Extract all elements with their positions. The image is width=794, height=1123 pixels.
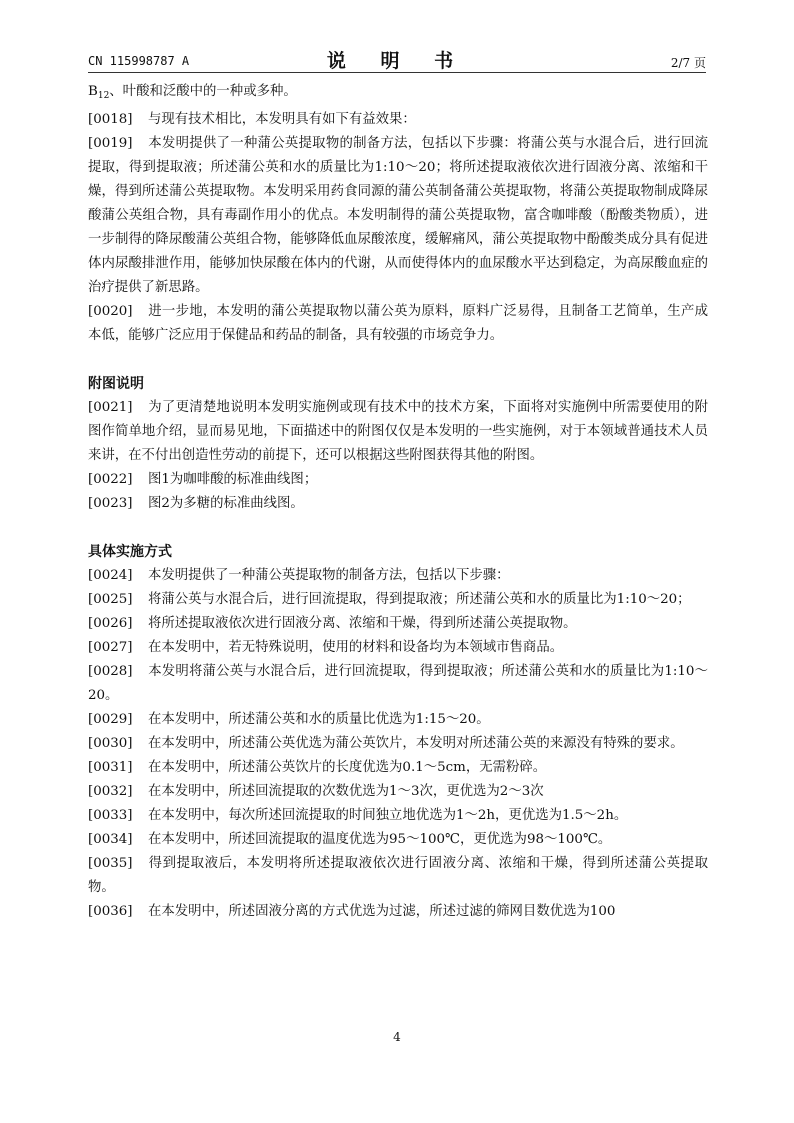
paragraph-number: [0032] [88, 784, 133, 799]
continuation-line: $B_{12}$、叶酸和泛酸中的一种或多种。 [88, 84, 297, 101]
paragraph-text: 本发明提供了一种蒲公英提取物的制备方法，包括以下步骤：将蒲公英与水混合后，进行回流提取，得到提取液；所述蒲公英和水的质量比为1:10～20；将所述提取液依次进行固液分离、浓缩和干燥，得到所述蒲公英提取物。本发明采用药食同源的蒲公英制备蒲公英提取物，将蒲公英提取物制成降尿酸蒲公英组合物，具有毒副作用小的优点。本发明制得的蒲公英提取物，富含咖啡酸（酚酸类物质），进一步制得的降尿酸蒲公英组合物，能够降低血尿酸浓度，缓解痛风，蒲公英提取物中酚酸类成分具有促进体内尿酸排泄作用，能够加快尿酸在体内的代谢，从而使得体内的血尿酸水平达到稳定，为高尿酸血症的治疗提供了新思路。 [88, 136, 708, 295]
paragraph-text: 本发明将蒲公英与水混合后，进行回流提取，得到提取液；所述蒲公英和水的质量比为1:10～20。 [88, 664, 708, 703]
paragraph-text: 在本发明中，所述回流提取的温度优选为95～100℃，更优选为98～100℃。 [148, 832, 612, 847]
page-header [88, 44, 706, 73]
paragraph-text: 图1为咖啡酸的标准曲线图； [148, 472, 318, 487]
section-title-figures: 附图说明 [88, 376, 144, 392]
paragraph-number: [0022] [88, 472, 133, 487]
document-body [88, 80, 708, 924]
paragraph-text: 在本发明中，所述蒲公英和水的质量比优选为1:15～20。 [148, 712, 490, 727]
paragraph-text: 在本发明中，若无特殊说明，使用的材料和设备均为本领域市售商品。 [148, 640, 564, 655]
paragraph [88, 492, 708, 516]
paragraph-number: [0033] [88, 808, 133, 823]
paragraph-number: [0031] [88, 760, 133, 775]
paragraph [88, 564, 708, 588]
paragraph [88, 828, 708, 852]
paragraph-number: [0036] [88, 904, 133, 919]
publication-number: CN 115998787 A [88, 54, 190, 68]
section-title-embodiments: 具体实施方式 [88, 544, 172, 560]
paragraph-number: [0023] [88, 496, 133, 511]
paragraph-number: [0021] [88, 400, 133, 415]
paragraph-number: [0024] [88, 568, 133, 583]
paragraph-number: [0035] [88, 856, 133, 871]
paragraph-number: [0025] [88, 592, 133, 607]
paragraph [88, 300, 708, 348]
paragraph-text: 进一步地，本发明的蒲公英提取物以蒲公英为原料，原料广泛易得，且制备工艺简单，生产成本低，能够广泛应用于保健品和药品的制备，具有较强的市场竞争力。 [88, 304, 708, 343]
paragraph-text: 与现有技术相比，本发明具有如下有益效果： [148, 112, 416, 127]
paragraph-number: [0020] [88, 304, 133, 319]
document-title: 说 明 书 [326, 50, 468, 72]
paragraph-text: 将蒲公英与水混合后，进行回流提取，得到提取液；所述蒲公英和水的质量比为1:10～20； [148, 592, 691, 607]
paragraph-text: 在本发明中，所述回流提取的次数优选为1～3次，更优选为2～3次 [148, 784, 544, 799]
paragraph [88, 108, 708, 132]
paragraph-group-embodiments [88, 564, 708, 924]
paragraph-number: [0030] [88, 736, 133, 751]
paragraph-text: 在本发明中，每次所述回流提取的时间独立地优选为1～2h，更优选为1.5～2h。 [148, 808, 628, 823]
paragraph-text: 图2为多糖的标准曲线图。 [148, 496, 304, 511]
paragraph [88, 468, 708, 492]
paragraph-number: [0019] [88, 136, 133, 151]
paragraph-group-effects [88, 108, 708, 348]
paragraph [88, 396, 708, 468]
paragraph [88, 780, 708, 804]
paragraph-text: 在本发明中，所述固液分离的方式优选为过滤，所述过滤的筛网目数优选为100 [148, 904, 616, 919]
paragraph-number: [0029] [88, 712, 133, 727]
paragraph [88, 588, 708, 612]
paragraph-text: 为了更清楚地说明本发明实施例或现有技术中的技术方案，下面将对实施例中所需要使用的附图作简单地介绍，显而易见地，下面描述中的附图仅仅是本发明的一些实施例，对于本领域普通技术人员来讲，在不付出创造性劳动的前提下，还可以根据这些附图获得其他的附图。 [88, 400, 708, 463]
page-number: 4 [393, 1030, 401, 1044]
paragraph [88, 612, 708, 636]
paragraph [88, 708, 708, 732]
paragraph [88, 636, 708, 660]
paragraph [88, 756, 708, 780]
paragraph-number: [0028] [88, 664, 133, 679]
paragraph-text: 将所述提取液依次进行固液分离、浓缩和干燥，得到所述蒲公英提取物。 [148, 616, 577, 631]
paragraph-text: 在本发明中，所述蒲公英饮片的长度优选为0.1～5cm，无需粉碎。 [148, 760, 547, 775]
page-info: 2/7 页 [670, 56, 706, 70]
paragraph [88, 732, 708, 756]
paragraph [88, 132, 708, 300]
paragraph-text: 在本发明中，所述蒲公英优选为蒲公英饮片，本发明对所述蒲公英的来源没有特殊的要求。 [148, 736, 684, 751]
paragraph [88, 900, 708, 924]
paragraph [88, 852, 708, 900]
paragraph-text: 得到提取液后，本发明将所述提取液依次进行固液分离、浓缩和干燥，得到所述蒲公英提取物。 [88, 856, 708, 895]
paragraph-number: [0034] [88, 832, 133, 847]
paragraph-number: [0018] [88, 112, 133, 127]
paragraph [88, 660, 708, 708]
paragraph-group-figures [88, 396, 708, 516]
paragraph-text: 本发明提供了一种蒲公英提取物的制备方法，包括以下步骤： [148, 568, 510, 583]
paragraph [88, 804, 708, 828]
paragraph-number: [0027] [88, 640, 133, 655]
paragraph-number: [0026] [88, 616, 133, 631]
